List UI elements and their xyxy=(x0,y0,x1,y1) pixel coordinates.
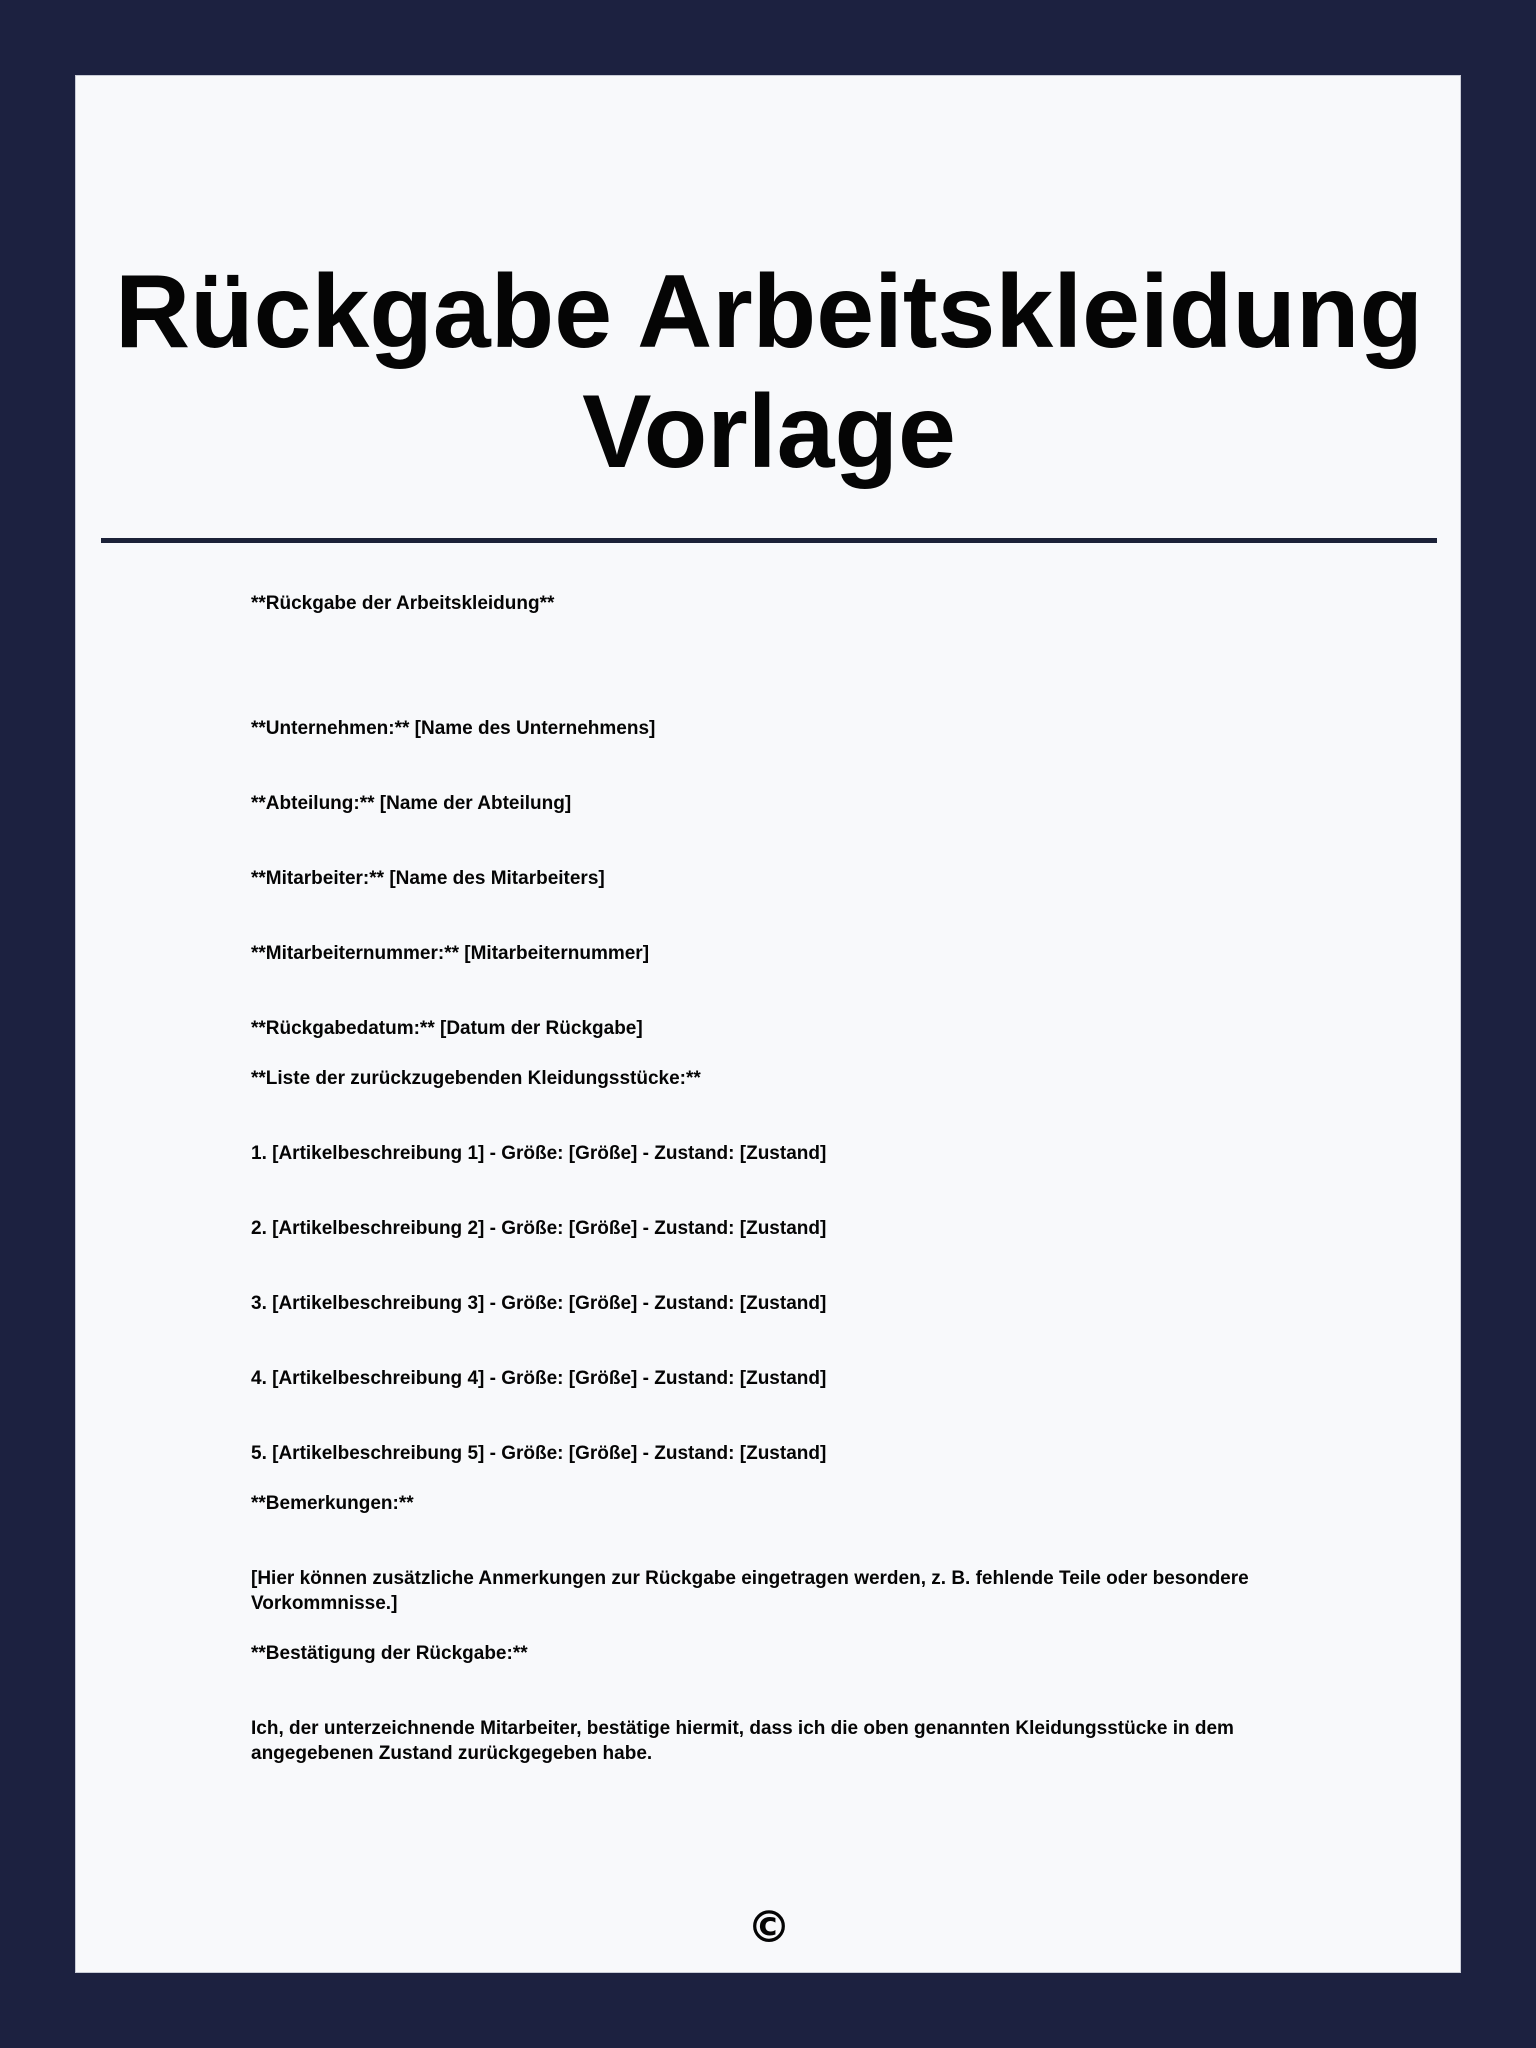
section-heading-return: **Rückgabe der Arbeitskleidung** xyxy=(251,593,555,614)
list-item: 3. [Artikelbeschreibung 3] - Größe: [Größe] - Zustand: [Zustand] xyxy=(251,1293,827,1314)
document-title xyxy=(76,252,1462,492)
confirmation-text: Ich, der unterzeichnende Mitarbeiter, bestätige hiermit, dass ich die oben genannten Kleidungsstücke in dem angegebenen Zustand zurückgegeben habe. xyxy=(251,1718,1234,1764)
document-page xyxy=(75,75,1461,1973)
title-divider xyxy=(101,538,1437,543)
field-company: **Unternehmen:** [Name des Unternehmens] xyxy=(251,718,656,739)
field-employee: **Mitarbeiter:** [Name des Mitarbeiters] xyxy=(251,868,605,889)
list-item: 5. [Artikelbeschreibung 5] - Größe: [Größe] - Zustand: [Zustand] xyxy=(251,1443,827,1464)
field-department: **Abteilung:** [Name der Abteilung] xyxy=(251,793,572,814)
field-return-date: **Rückgabedatum:** [Datum der Rückgabe] xyxy=(251,1018,643,1039)
document-title-line-2: Vorlage xyxy=(582,374,956,490)
copyright-icon: © xyxy=(747,1902,791,1953)
list-item: 2. [Artikelbeschreibung 2] - Größe: [Größe] - Zustand: [Zustand] xyxy=(251,1218,827,1239)
section-heading-items: **Liste der zurückzugebenden Kleidungsstücke:** xyxy=(251,1068,701,1089)
remarks-text: [Hier können zusätzliche Anmerkungen zur Rückgabe eingetragen werden, z. B. fehlende Teile oder besondere Vorkommnisse.] xyxy=(251,1568,1249,1614)
section-heading-remarks: **Bemerkungen:** xyxy=(251,1493,414,1514)
section-heading-confirmation: **Bestätigung der Rückgabe:** xyxy=(251,1643,528,1664)
document-title-line-1: Rückgabe Arbeitskleidung xyxy=(115,254,1423,370)
list-item: 1. [Artikelbeschreibung 1] - Größe: [Größe] - Zustand: [Zustand] xyxy=(251,1143,827,1164)
list-item: 4. [Artikelbeschreibung 4] - Größe: [Größe] - Zustand: [Zustand] xyxy=(251,1368,827,1389)
field-employee-number: **Mitarbeiternummer:** [Mitarbeiternummer] xyxy=(251,943,650,964)
